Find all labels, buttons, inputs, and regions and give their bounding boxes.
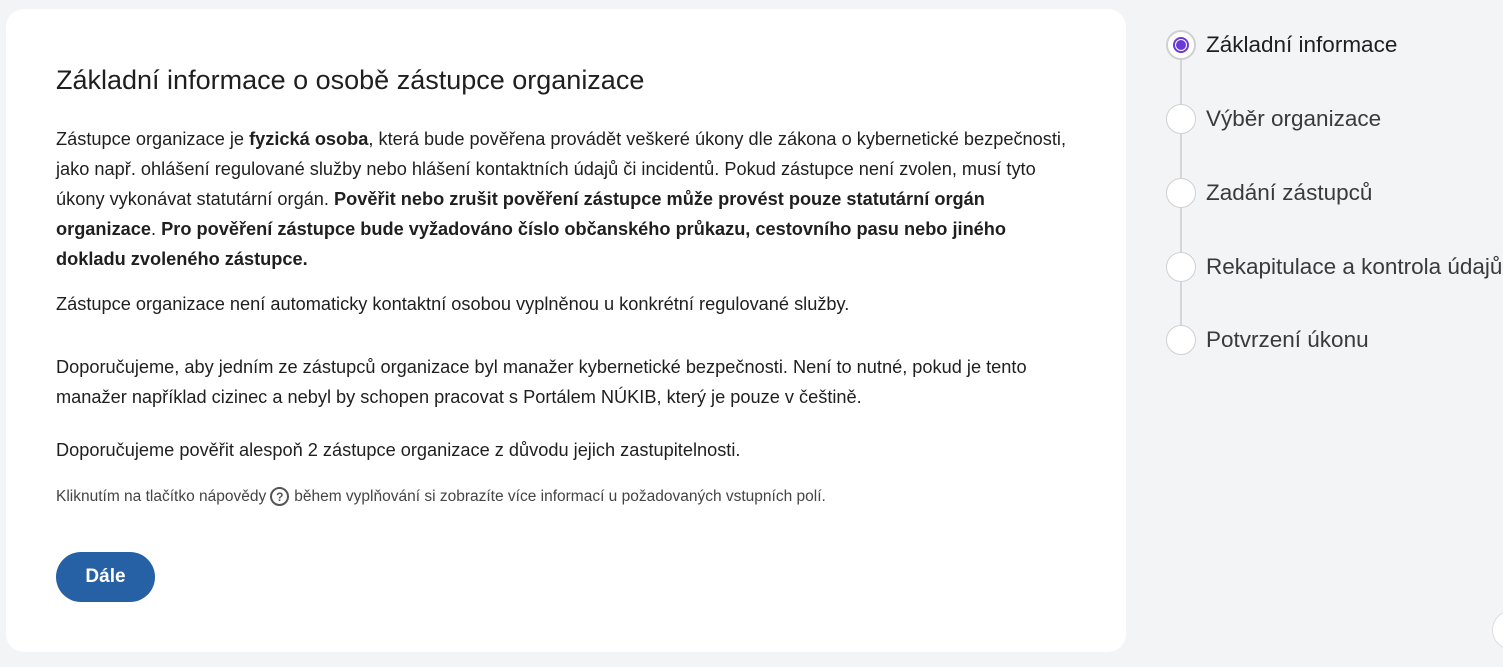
intro-text-1: Zástupce organizace je [56, 129, 250, 149]
page-title: Základní informace o osobě zástupce organizace [56, 65, 645, 95]
progress-stepper [1166, 30, 1503, 370]
intro-text-3: . [151, 219, 162, 239]
step-radio-icon [1166, 104, 1196, 134]
step-active-radio-icon [1166, 30, 1196, 60]
contact-note-paragraph: Zástupce organizace není automaticky kontaktní osobou vyplněnou u konkrétní regulované služby. [56, 294, 850, 314]
next-button[interactable]: Dále [56, 552, 155, 602]
step-confirmation[interactable] [1166, 325, 1369, 355]
hint-text-before: Kliknutím na tlačítko nápovědy [56, 487, 267, 505]
help-hint [56, 487, 826, 506]
step-label: Výběr organizace [1206, 106, 1382, 131]
step-radio-icon [1166, 178, 1196, 208]
hint-text-after: během vyplňování si zobrazíte více informací u požadovaných vstupních polí. [294, 487, 826, 505]
intro-bold-2: Pověřit nebo zrušit pověření zástupce může provést pouze statutární orgán organizace [56, 189, 985, 239]
substitution-paragraph: Doporučujeme pověřit alespoň 2 zástupce organizace z důvodu jejich zastupitelnosti. [56, 440, 741, 460]
floating-action-button[interactable] [1492, 610, 1503, 650]
step-label: Zadání zástupců [1206, 180, 1373, 205]
intro-text-2: , která bude pověřena provádět veškeré úkony dle zákona o kybernetické bezpečnosti, jako např. ohlášení regulované služby nebo hlášení kontaktních údajů či incidentů. Pokud zástupce není zvolen, musí tyto úkony vykonávat statutární orgán. [56, 129, 1067, 209]
step-radio-icon [1166, 325, 1196, 355]
intro-bold-1: fyzická osoba [249, 129, 369, 149]
step-radio-icon [1166, 252, 1196, 282]
step-label: Rekapitulace a kontrola údajů [1206, 254, 1503, 279]
help-icon: ? [270, 487, 289, 506]
step-representatives-entry[interactable] [1166, 178, 1372, 208]
step-organization-selection[interactable] [1166, 104, 1381, 134]
step-label: Základní informace [1206, 32, 1398, 57]
main-card [6, 9, 1126, 652]
step-basic-info[interactable] [1166, 30, 1397, 60]
step-label: Potvrzení úkonu [1206, 327, 1369, 352]
intro-paragraph [56, 124, 1066, 274]
recommendation-paragraph: Doporučujeme, aby jedním ze zástupců organizace byl manažer kybernetické bezpečnosti. Není to nutné, pokud je tento manažer například cizinec a nebyl by schopen pracovat s Portálem NÚKIB, který je pouze v češtině. [56, 357, 1027, 407]
intro-bold-3: Pro pověření zástupce bude vyžadováno číslo občanského průkazu, cestovního pasu nebo jiného dokladu zvoleného zástupce. [56, 219, 1007, 269]
step-recap-check[interactable] [1166, 252, 1502, 282]
